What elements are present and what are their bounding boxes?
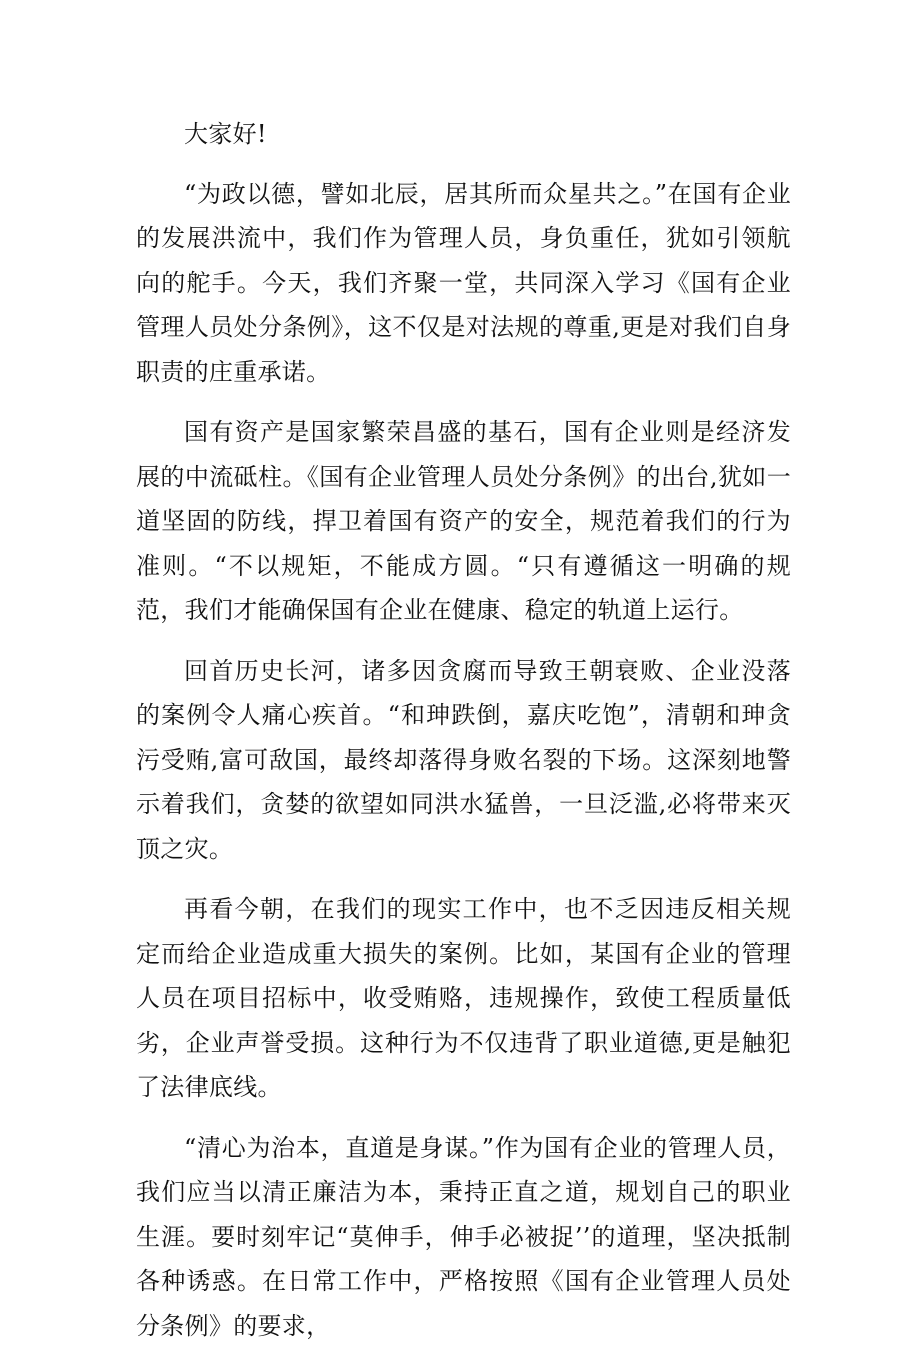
paragraph-1: “为政以德，譬如北辰，居其所而众星共之。”在国有企业的发展洪流中，我们作为管理人员，身负重任，犹如引领航向的舵手。今天，我们齐聚一堂，共同深入学习《国有企业管理人员处分条例》，这不仅是对法规的尊重,更是对我们自身职责的庄重承诺。 (136, 179, 791, 386)
paragraph-2: 国有资产是国家繁荣昌盛的基石，国有企业则是经济发展的中流砥柱。《国有企业管理人员处分条例》的出台,犹如一道坚固的防线，捍卫着国有资产的安全，规范着我们的行为准则。“不以规矩，不能成方圆。“只有遵循这一明确的规范，我们才能确保国有企业在健康、稳定的轨道上运行。 (136, 418, 791, 624)
document-body (136, 112, 791, 1364)
paragraph-5: “清心为治本，直道是身谋。”作为国有企业的管理人员，我们应当以清正廉洁为本，秉持正直之道，规划自己的职业生涯。要时刻牢记“莫伸手，伸手必被捉’’的道理，坚决抵制各种诱惑。在日常工作中，严格按照《国有企业管理人员处分条例》的要求， (136, 1133, 791, 1340)
greeting: 大家好! (184, 120, 267, 148)
paragraph-3: 回首历史长河，诸多因贪腐而导致王朝衰败、企业没落的案例令人痛心疾首。“和珅跌倒，嘉庆吃饱”，清朝和珅贪污受贿,富可敌国，最终却落得身败名裂的下场。这深刻地警示着我们，贪婪的欲望如同洪水猛兽，一旦泛滥,必将带来灭顶之灾。 (136, 656, 791, 863)
paragraph-4: 再看今朝，在我们的现实工作中，也不乏因违反相关规定而给企业造成重大损失的案例。比如，某国有企业的管理人员在项目招标中，收受贿赂，违规操作，致使工程质量低劣，企业声誉受损。这种行为不仅违背了职业道德,更是触犯了法律底线。 (136, 895, 791, 1101)
